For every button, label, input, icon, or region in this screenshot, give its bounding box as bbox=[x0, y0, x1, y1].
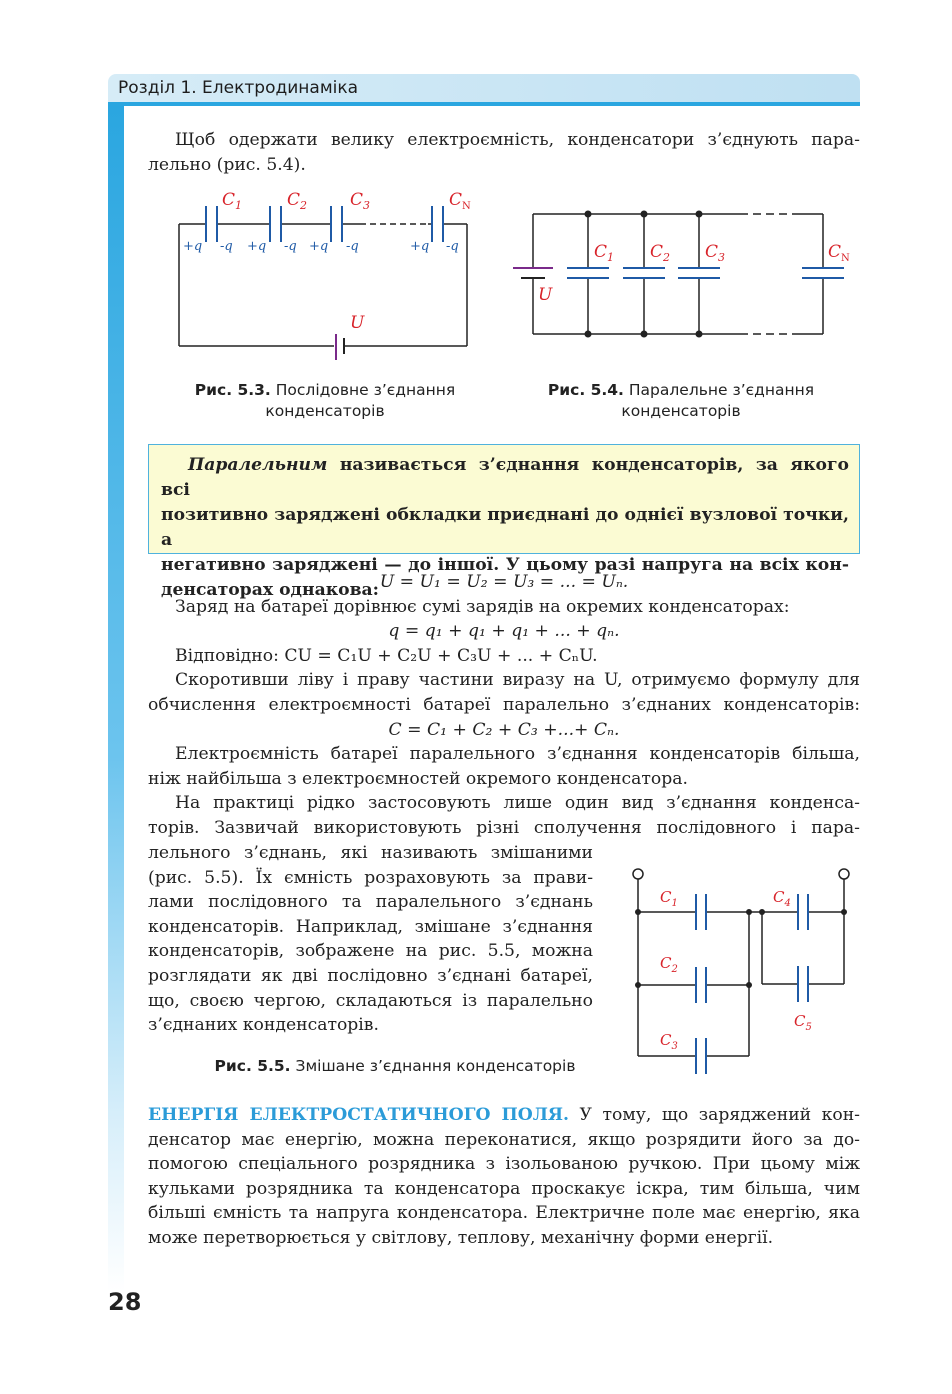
fig53-charge-minus-2: -q bbox=[284, 239, 297, 254]
definition-box: Паралельним називається з’єднання конденсаторів, за якого всі позитивно заряджені обкладки приєднані до однієї вузлової точки, а негативно заряджені — до іншої. У цьому разі напруга на всіх кон- денсаторах однакова: bbox=[148, 444, 860, 554]
figure-5-3-series-circuit bbox=[170, 188, 480, 368]
header-rule bbox=[124, 102, 860, 106]
fig54-label-u: U bbox=[538, 285, 553, 305]
mixed-line-2: (рис. 5.5). Їх ємність розраховують за прави- bbox=[148, 867, 593, 888]
charge-text: Заряд на батареї дорівнює сумі зарядів на окремих конденсаторах: bbox=[175, 596, 790, 617]
fig53-charge-plus-3: +q bbox=[309, 239, 329, 254]
capacity-line-1: Електроємність батареї паралельного з’єднання конденсаторів більша, bbox=[175, 744, 860, 765]
fig53-label-c1: $C_1$ bbox=[222, 190, 243, 212]
energy-line-2: денсатор має енергію, можна переконатися, якщо розрядити його за до- bbox=[148, 1129, 860, 1150]
figure-5-4-caption: Рис. 5.4. Паралельне з’єднання конденсаторів bbox=[547, 381, 815, 420]
energy-paragraph bbox=[148, 1103, 860, 1251]
mixed-line-8: з’єднаних конденсаторів. bbox=[148, 1015, 379, 1036]
fig55-label-c2: $C_2$ bbox=[660, 954, 678, 975]
figure-5-4-parallel-circuit bbox=[505, 200, 855, 350]
mixed-paragraph bbox=[148, 841, 593, 1038]
energy-heading: ЕНЕРГІЯ ЕЛЕКТРОСТАТИЧНОГО ПОЛЯ. bbox=[148, 1105, 570, 1125]
energy-line-4: кульками розрядника та конденсатора проскакує іскра, тим більша, чим bbox=[148, 1178, 860, 1199]
accordingly-text: Відповідно: CU = C₁U + C₂U + C₃U + ... + CₙU. bbox=[175, 645, 598, 666]
fig53-charge-minus-3: -q bbox=[346, 239, 359, 254]
practice-line-1: На практиці рідко застосовують лише один вид з’єднання конденса- bbox=[175, 793, 860, 814]
energy-line-5: більші ємність та напруга конденсатора. Електричне поле має енергію, яка bbox=[148, 1203, 860, 1224]
fig53-charge-plus-n: +q bbox=[410, 239, 430, 254]
fig54-label-cn: $C_N$ bbox=[828, 242, 850, 264]
fig55-label-c1: $C_1$ bbox=[660, 888, 678, 909]
formula-voltage: U = U₁ = U₂ = U₃ = ... = Uₙ. bbox=[379, 572, 629, 592]
mixed-line-6: розглядати як дві послідовно з’єднані батареї, bbox=[148, 965, 593, 986]
mixed-line-4: конденсаторів. Наприклад, змішане з’єднання bbox=[148, 916, 593, 937]
mixed-line-5: конденсаторів, зображене на рис. 5.5, можна bbox=[148, 941, 593, 962]
mixed-line-7: що, своєю чергою, складаються із паралельно bbox=[148, 990, 593, 1011]
capacity-line-2: ніж найбільша з електроємностей окремого конденсатора. bbox=[148, 768, 688, 789]
intro-line-2: лельно (рис. 5.4). bbox=[148, 154, 306, 175]
mixed-line-1: лельного з’єднань, які називають змішаними bbox=[148, 843, 593, 863]
fig55-label-c3: $C_3$ bbox=[660, 1031, 678, 1052]
fig53-label-c3: $C_3$ bbox=[350, 190, 371, 212]
reduce-line-1: Скоротивши ліву і праву частини виразу на U, отримуємо формулу для bbox=[175, 670, 860, 691]
chapter-header bbox=[108, 74, 860, 102]
intro-paragraph bbox=[148, 128, 860, 177]
fig55-label-c4: $C_4$ bbox=[773, 888, 791, 909]
energy-line-3: помогою спеціального розрядника з ізольованою ручкою. При цьому між bbox=[148, 1154, 860, 1175]
fig54-label-c3: $C_3$ bbox=[705, 242, 726, 264]
chapter-title: Розділ 1. Електродинаміка bbox=[118, 78, 359, 98]
formula-charge: q = q₁ + q₁ + q₁ + ... + qₙ. bbox=[388, 621, 620, 642]
fig53-label-u: U bbox=[350, 313, 365, 333]
fig53-charge-plus-2: +q bbox=[247, 239, 267, 254]
fig53-label-cn: $C_N$ bbox=[449, 190, 471, 212]
fig53-charge-minus-1: -q bbox=[220, 239, 233, 254]
practice-line-2: торів. Зазвичай використовують різні сполучення послідовного і пара- bbox=[148, 817, 860, 838]
fig54-label-c1: $C_1$ bbox=[594, 242, 615, 264]
page-number: 28 bbox=[108, 1288, 142, 1316]
fig55-label-c5: $C_5$ bbox=[794, 1012, 812, 1033]
fig53-charge-minus-n: -q bbox=[446, 239, 459, 254]
fig53-charge-plus-1: +q bbox=[183, 239, 203, 254]
fig54-label-c2: $C_2$ bbox=[650, 242, 671, 264]
reduce-line-2: обчислення електроємності батареї паралельно з’єднаних конденсаторів: bbox=[148, 694, 860, 715]
figure-5-3-caption: Рис. 5.3. Послідовне з’єднання конденсаторів bbox=[194, 381, 456, 420]
body-formulas bbox=[148, 570, 860, 841]
fig53-label-c2: $C_2$ bbox=[287, 190, 308, 212]
figure-5-5-caption: Рис. 5.5. Змішане з’єднання конденсаторів bbox=[214, 1057, 576, 1075]
formula-capacitance: C = C₁ + C₂ + C₃ +...+ Cₙ. bbox=[388, 719, 620, 740]
figure-5-5-mixed-circuit bbox=[620, 862, 860, 1084]
intro-line-1: Щоб одержати велику електроємність, конденсатори з’єднують пара- bbox=[175, 130, 860, 150]
side-accent-strip bbox=[108, 102, 124, 1292]
energy-line-1: ЕНЕРГІЯ ЕЛЕКТРОСТАТИЧНОГО ПОЛЯ. У тому, що заряджений кон- bbox=[148, 1105, 860, 1125]
mixed-line-3: лами послідовного та паралельного з’єднань bbox=[148, 892, 593, 913]
energy-line-6: може перетворюється у світлову, теплову, механічну форми енергії. bbox=[148, 1227, 774, 1248]
